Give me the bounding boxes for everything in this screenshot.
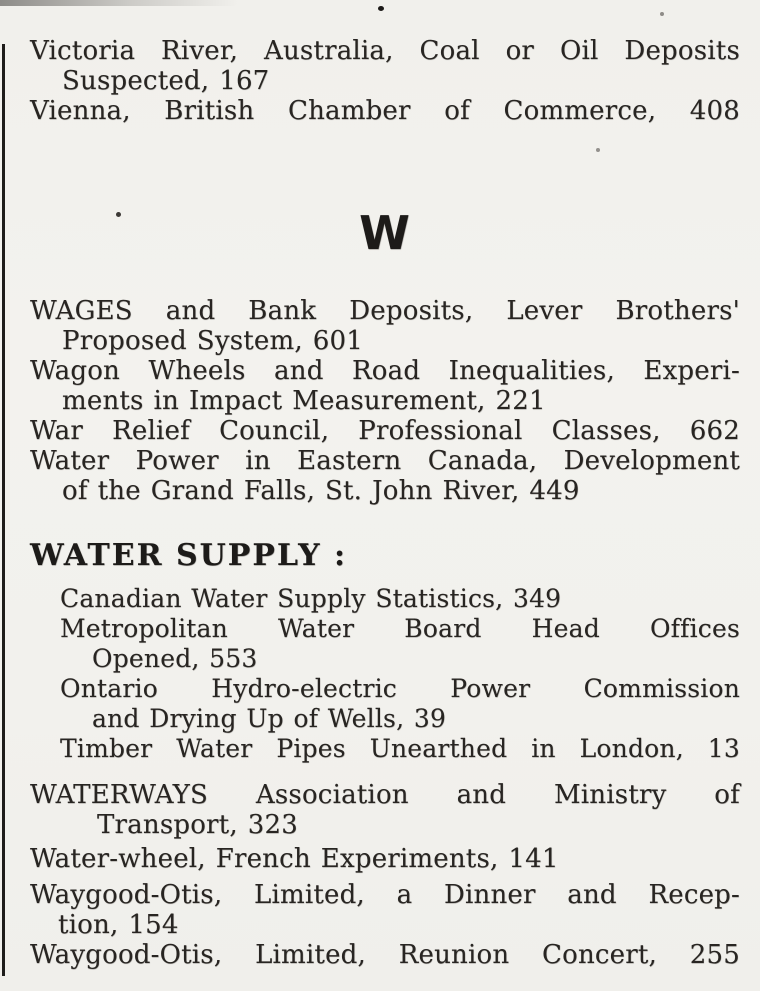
index-entry-waterways (30, 780, 740, 840)
entry-line-first: Waygood-Otis, Limited, Reunion Concert, 255 (30, 940, 740, 970)
entry-line-first: WATERWAYS Association and Ministry of (30, 780, 740, 810)
scan-smudge (0, 0, 238, 6)
entry-line-first: Canadian Water Supply Statistics, 349 (60, 584, 562, 613)
ink-speck (660, 12, 664, 16)
column-rule (2, 44, 5, 976)
entry-line-first: Water Power in Eastern Canada, Development (30, 446, 740, 476)
section-heading-water-supply: WATER SUPPLY : (30, 538, 348, 573)
entry-line-first: Victoria River, Australia, Coal or Oil Deposits (30, 36, 740, 66)
letter-heading-w: W (359, 206, 411, 260)
entry-line-first: Timber Water Pipes Unearthed in London, 13 (60, 734, 740, 763)
entry-line-continuation: Proposed System, 601 (62, 326, 363, 356)
index-entry-wages (30, 296, 740, 356)
entry-line-first: Ontario Hydro-electric Power Commission (60, 674, 740, 703)
entry-line-first: Vienna, British Chamber of Commerce, 408 (30, 96, 740, 126)
index-entry-waygood-otis-dinner (30, 880, 740, 940)
entry-line-continuation: ments in Impact Measurement, 221 (62, 386, 546, 416)
index-subentry-ontario-hydro (30, 674, 740, 734)
entry-line-continuation: Opened, 553 (92, 644, 258, 673)
entry-line-first: War Relief Council, Professional Classes, 662 (30, 416, 740, 446)
index-entry-vienna (30, 96, 740, 126)
index-subentry-canadian-statistics (30, 584, 740, 614)
ink-speck (378, 6, 384, 11)
index-entry-war-relief (30, 416, 740, 446)
entry-line-continuation: of the Grand Falls, St. John River, 449 (62, 476, 580, 506)
entry-line-first: Metropolitan Water Board Head Offices (60, 614, 740, 643)
entry-line-first: Waygood-Otis, Limited, a Dinner and Recep- (30, 880, 740, 910)
index-entry-waygood-otis-concert (30, 940, 740, 970)
index-entry-water-wheel (30, 844, 740, 874)
entry-line-first: Water-wheel, French Experiments, 141 (30, 844, 559, 874)
index-subentry-timber-pipes (30, 734, 740, 764)
index-entry-water-power (30, 446, 740, 506)
entry-line-first: Wagon Wheels and Road Inequalities, Experi- (30, 356, 740, 386)
index-entry-victoria-river (30, 36, 740, 96)
entry-line-continuation: tion, 154 (58, 910, 179, 940)
index-entry-wagon-wheels (30, 356, 740, 416)
entry-line-first: WAGES and Bank Deposits, Lever Brothers' (30, 296, 740, 326)
index-subentry-metropolitan-water-board (30, 614, 740, 674)
entry-line-continuation: Suspected, 167 (62, 66, 270, 96)
entry-line-continuation: and Drying Up of Wells, 39 (92, 704, 447, 733)
index-text-column (30, 36, 740, 970)
entry-line-continuation: Transport, 323 (97, 810, 298, 840)
